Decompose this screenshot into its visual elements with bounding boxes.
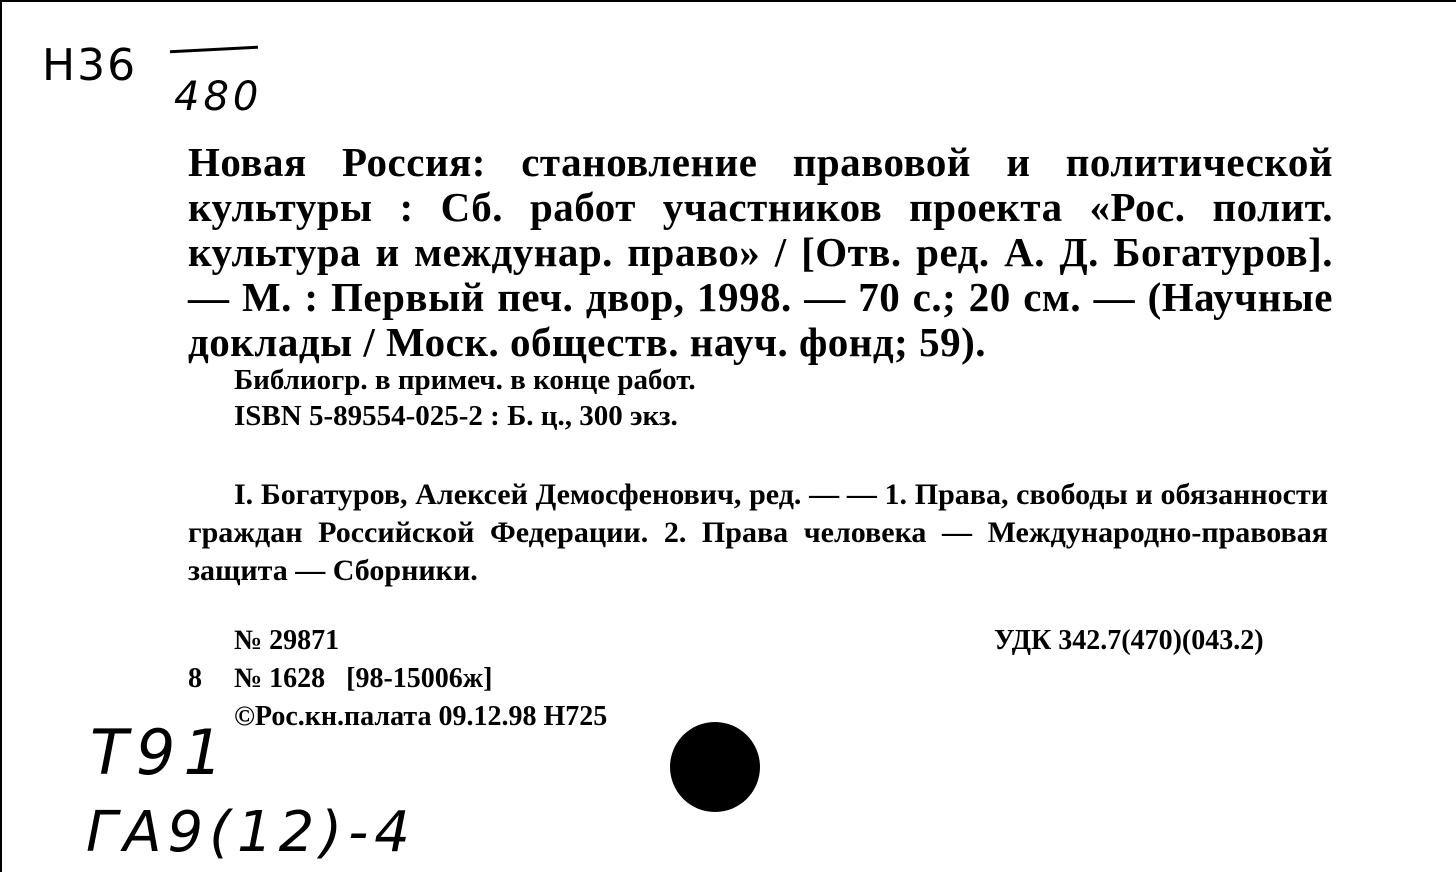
main-entry [188, 140, 1333, 365]
record-number: № 29871 [234, 625, 340, 656]
tracing-text: I. Богатуров, Алексей Демосфенович, ред. — — 1. Права, свободы и обязанности граждан Российской Федерации. 2. Права человека — Международно-правовая защита — Сборники. [188, 478, 1328, 587]
udk-code: УДК 342.7(470)(043.2) [994, 625, 1264, 656]
copyright-line: ©Рос.кн.палата 09.12.98 Н725 [234, 701, 608, 732]
notes [234, 362, 1134, 434]
main-entry-text: Новая Россия: становление правовой и политической культуры : Сб. работ участников проекта «Рос. полит. культура и междунар. право» / [Отв. ред. А. Д. Богатуров]. — М. : Первый печ. двор, 1998. — 70 с.; 20 см. — (Научные доклады / Моск. обществ. науч. фонд; 59). [188, 139, 1333, 365]
second-record-number: № 1628 [98-15006ж] [234, 663, 493, 694]
record-number-row [188, 660, 607, 698]
tracing [188, 476, 1328, 590]
prefix-number: 8 [188, 663, 202, 694]
handwritten-code-1: Т91 [90, 716, 231, 789]
bibliography-note: Библиогр. в примеч. в конце работ. [234, 364, 696, 396]
isbn-note: ISBN 5-89554-025-2 : Б. ц., 300 экз. [234, 400, 678, 432]
handwritten-code-2: ГА9(12)-4 [86, 800, 416, 865]
handwritten-shelfmark: Н36 [42, 40, 138, 91]
handwritten-fraction: 480 [174, 74, 263, 120]
card-footer [188, 622, 607, 736]
fraction-line [170, 46, 258, 54]
punch-hole [670, 722, 760, 812]
